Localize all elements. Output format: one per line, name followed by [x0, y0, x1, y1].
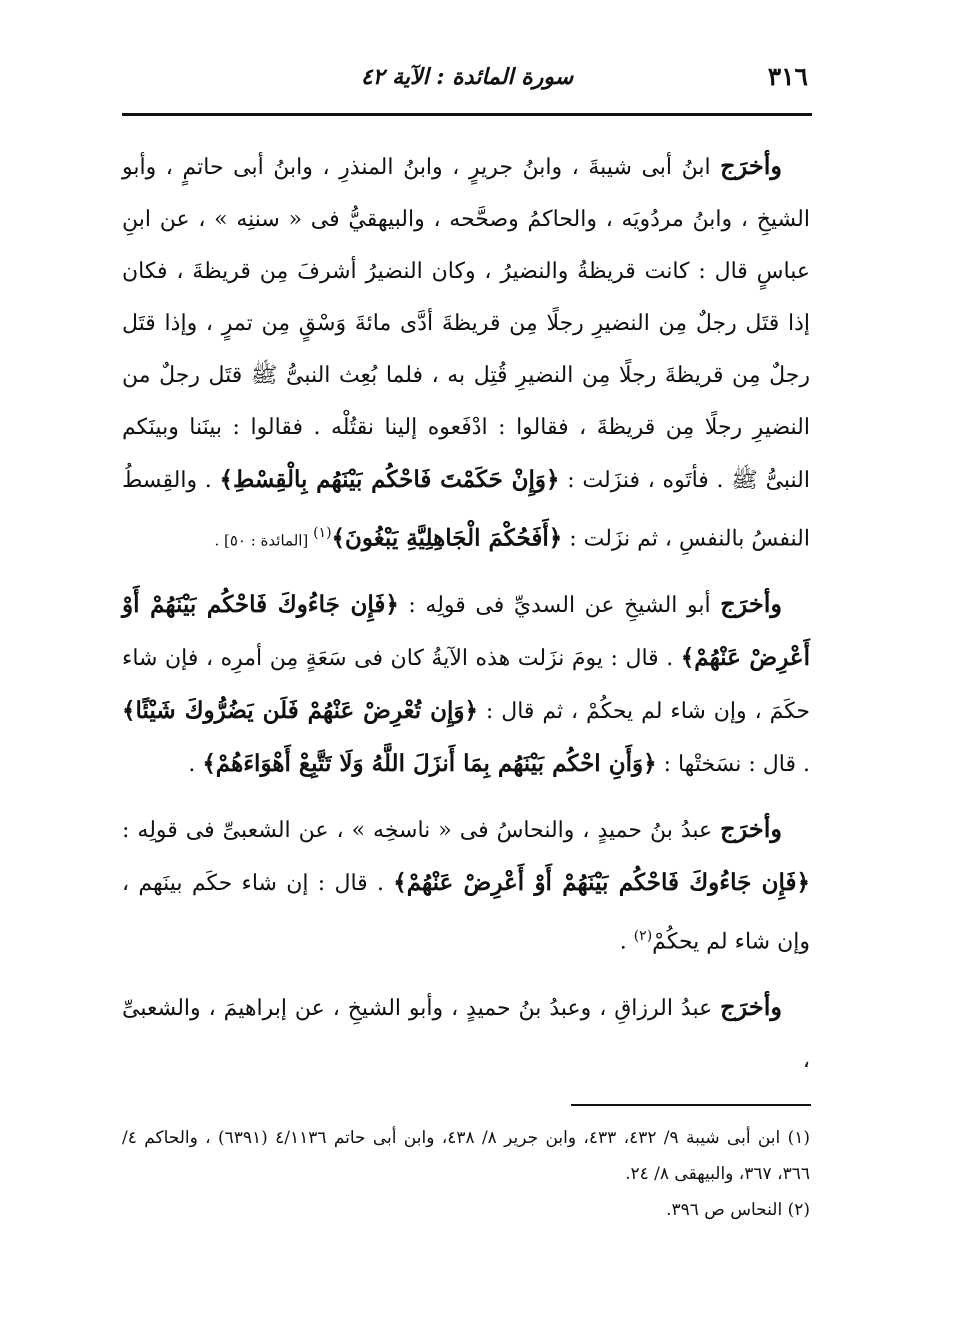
footnote-rule	[571, 1104, 811, 1106]
text: .	[188, 752, 203, 778]
quran-verse: ﴿أَفَحُكْمَ الْجَاهِلِيَّةِ يَبْغُونَ﴾	[331, 524, 563, 552]
lead-word: وأخرَج	[720, 991, 782, 1021]
lead-word: وأخرَج	[720, 151, 782, 180]
body-text	[122, 140, 810, 1099]
paragraph-1	[122, 140, 810, 566]
lead-word: وأخرَج	[720, 814, 782, 844]
running-title: سورة المائدة : الآية ٤٢	[360, 64, 574, 90]
quran-verse: ﴿وَأَنِ احْكُم بَيْنَهُم بِمَا أَنزَلَ اللَّهُ وَلَا تَتَّبِعْ أَهْوَاءَهُمْ﴾	[202, 750, 657, 778]
paragraph-3	[122, 803, 810, 968]
footnotes	[122, 1120, 810, 1228]
footnote-marker-1: (١)	[313, 525, 332, 541]
lead-word: وأخرَج	[720, 589, 783, 619]
paragraph-2	[122, 578, 810, 791]
text: . قال : نسَختْها :	[656, 752, 810, 778]
page-header	[122, 62, 812, 112]
footnote-2: (٢) النحاس ص ٣٩٦.	[666, 1200, 810, 1220]
text: . قال : يومَ نزَلت هذه الآيةُ كان فى سَعَةٍ مِن أمرِه ، فإن شاء حكَمَ ، وإن شاء لم يحكُمْ ، ثم قال :	[122, 646, 810, 725]
text: عبدُ الرزاقِ ، وعبدُ بنُ حميدٍ ، وأبو الشيخِ ، عن إبراهيمَ ، والشعبىِّ ،	[122, 995, 810, 1073]
text: . والقِسطُ النفسُ بالنفسِ ، ثم نزَلت :	[122, 468, 810, 552]
paragraph-4	[122, 981, 810, 1087]
text: ابنُ أبى شيبةَ ، وابنُ جريرٍ ، وابنُ المنذرِ ، وابنُ أبى حاتمٍ ، وأبو الشيخِ ، وابنُ مردُويَه ، والحاكمُ وصحَّحه ، والبيهقيُّ فى « سننِه » ، عن ابنِ عباسٍ قال : كانت قريظةُ والنضيرُ ، وكان النضيرُ أشرفَ مِن قريظةَ ، فكان إذا قتَل رجلٌ مِن النضيرِ رجلًا مِن قريظةَ أدَّى مائةَ وَسْقٍ مِن تمرٍ ، وإذا قتَل رجلٌ مِن قريظةَ رجلًا مِن النضيرِ قُتِل به ، فلما بُعِث النبىُّ ﷺ قتَل رجلٌ من النضيرِ رجلًا مِن قريظةَ ، فقالوا : ادْفَعوه إلينا نقتُلْه . فقالوا : بينَنا وبينَكم النبىُّ ﷺ . فأتَوه ، فنزَلت :	[122, 155, 810, 493]
text: أبو الشيخِ عن السديِّ فى قولِه :	[398, 593, 721, 619]
verse-reference: [المائدة : ٥٠] .	[214, 531, 314, 550]
quran-verse: ﴿فَإِن جَاءُوكَ فَاحْكُم بَيْنَهُمْ أَوْ أَعْرِضْ عَنْهُمْ﴾	[122, 591, 810, 672]
text: عبدُ بنُ حميدٍ ، والنحاسُ فى « ناسخِه » ، عن الشعبىِّ فى قولِه :	[122, 818, 721, 844]
text: .	[619, 929, 634, 955]
quran-verse: ﴿وَإِنْ حَكَمْتَ فَاحْكُم بَيْنَهُم بِالْقِسْطِ﴾	[219, 466, 560, 493]
footnote-marker-2: (٢)	[633, 928, 653, 945]
header-rule	[122, 113, 812, 116]
quran-verse: ﴿وَإِن تُعْرِضْ عَنْهُمْ فَلَن يَضُرُّوكَ شَيْئًا﴾	[122, 697, 478, 725]
footnote-1: (١) ابن أبى شيبة ٩/ ٤٣٢، ٤٣٣، وابن جرير ٨/ ٤٣٨، وابن أبى حاتم ٤/١١٣٦ (٦٣٩١) ، والحاكم ٤/ ٣٦٦، ٣٦٧، والبيهقى ٨/ ٢٤.	[122, 1128, 810, 1184]
quran-verse: ﴿فَإِن جَاءُوكَ فَاحْكُم بَيْنَهُمْ أَوْ أَعْرِضْ عَنْهُمْ﴾	[393, 869, 810, 897]
page-number: ٣١٦	[767, 62, 808, 91]
text: . قال : إن شاء حكَم بينَهم ، وإن شاء لم يحكُمْ	[122, 871, 810, 955]
